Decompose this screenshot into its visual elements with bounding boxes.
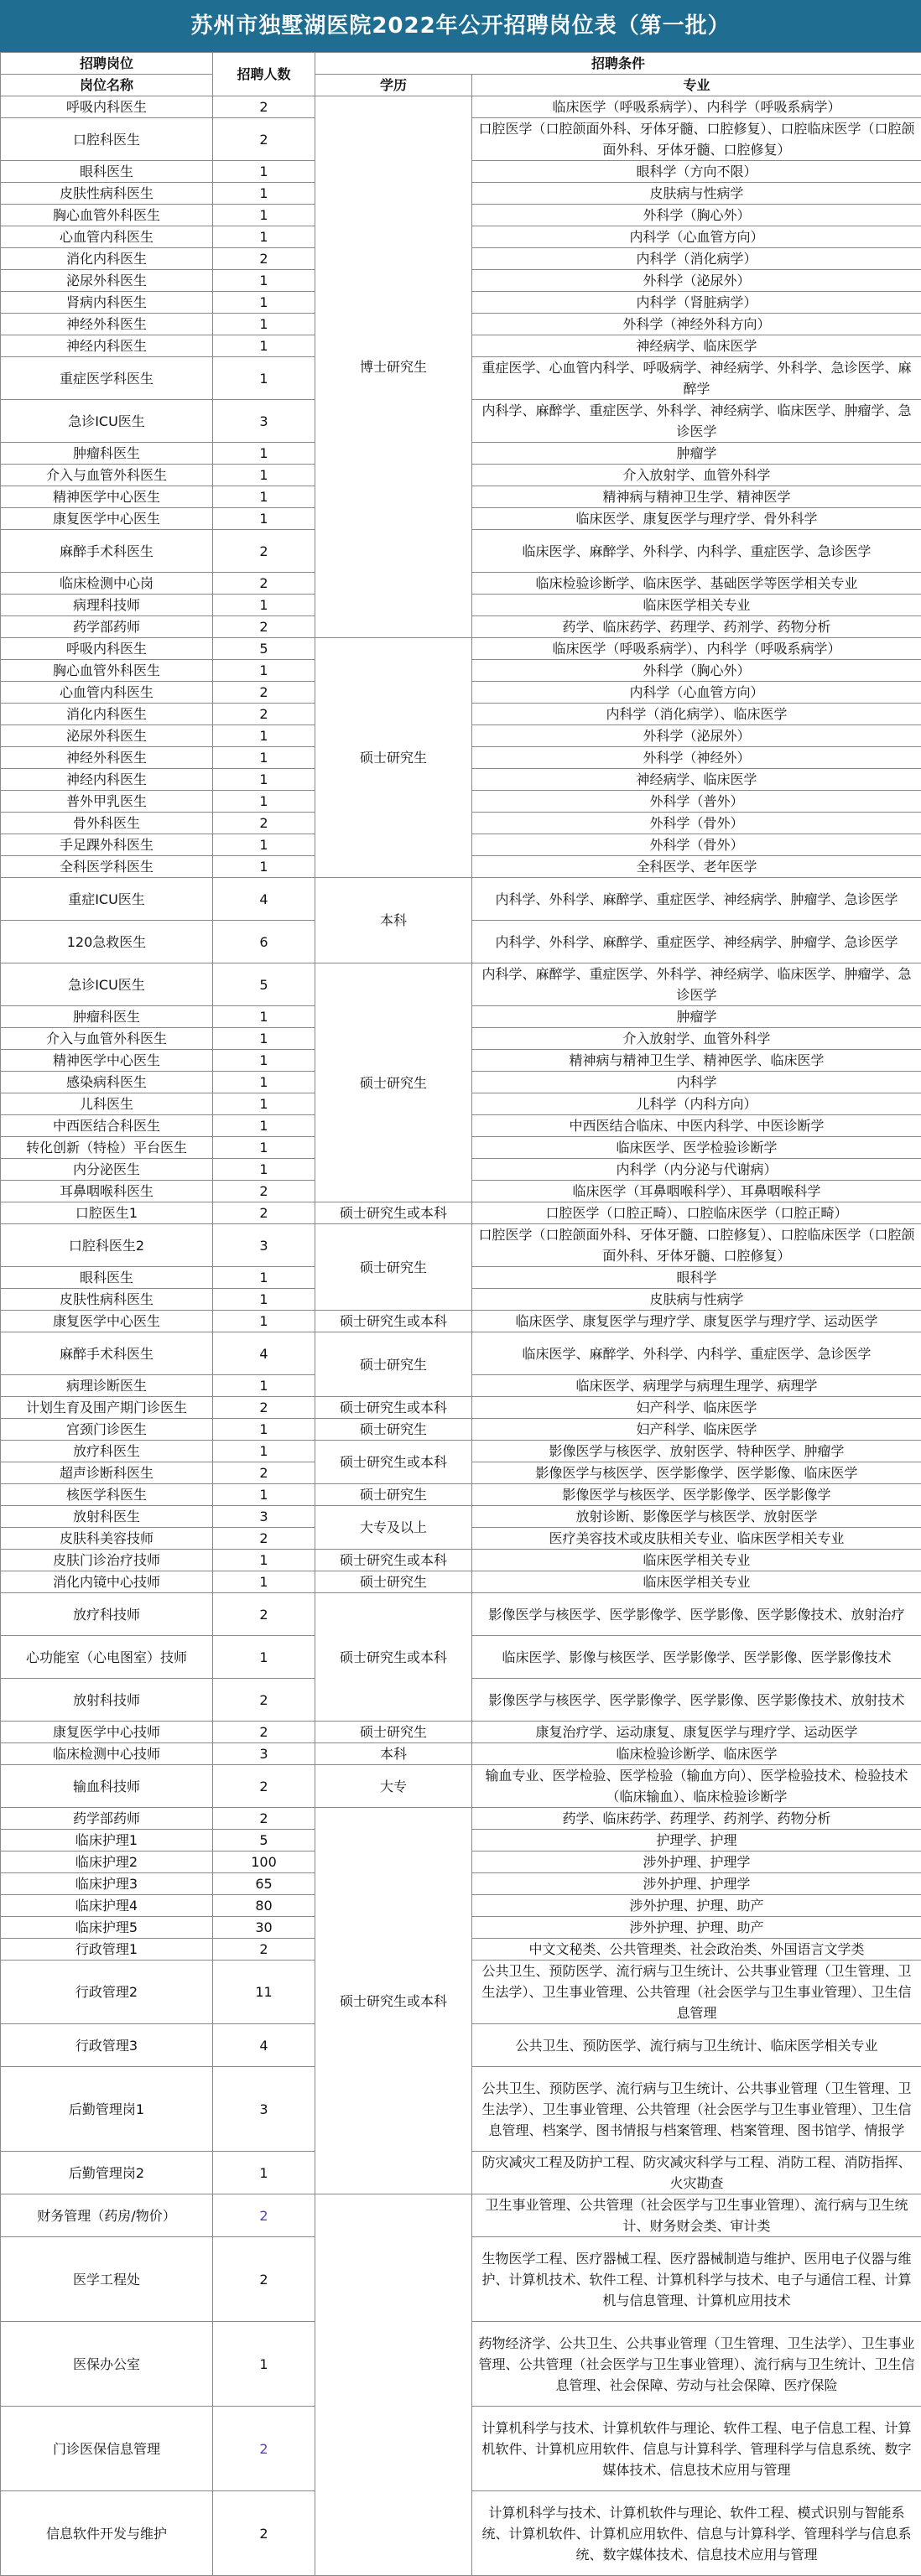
headcount-cell: 1 [213, 1636, 315, 1679]
major-cell: 介入放射学、血管外科学 [472, 465, 921, 486]
major-cell: 外科学（泌尿外） [472, 270, 921, 292]
major-cell: 内科学、外科学、麻醉学、重症医学、神经病学、肿瘤学、急诊医学 [472, 921, 921, 963]
headcount-cell: 1 [213, 226, 315, 248]
major-cell: 影像医学与核医学、医学影像学、医学影像、医学影像技术、放射技术 [472, 1679, 921, 1722]
major-cell: 临床医学（呼吸系病学）、内科学（呼吸系病学） [472, 96, 921, 118]
major-cell: 影像医学与核医学、医学影像学、医学影像、医学影像技术、放射治疗 [472, 1593, 921, 1636]
major-cell: 内科学、麻醉学、重症医学、外科学、神经病学、临床医学、肿瘤学、急诊医学 [472, 963, 921, 1006]
headcount-cell: 1 [213, 1571, 315, 1593]
headcount-cell: 1 [213, 1093, 315, 1115]
headcount-cell: 2 [213, 248, 315, 270]
post-name-cell: 皮肤门诊治疗技师 [1, 1550, 213, 1571]
major-cell: 临床医学（呼吸系病学）、内科学（呼吸系病学） [472, 638, 921, 660]
major-cell: 精神病与精神卫生学、精神医学 [472, 486, 921, 508]
major-cell: 口腔医学（口腔正畸）、口腔临床医学（口腔正畸） [472, 1202, 921, 1224]
post-name-cell: 肿瘤科医生 [1, 443, 213, 465]
post-name-cell: 肾病内科医生 [1, 292, 213, 314]
headcount-cell: 1 [213, 1484, 315, 1506]
headcount-cell: 1 [213, 357, 315, 400]
major-cell: 临床医学、麻醉学、外科学、内科学、重症医学、急诊医学 [472, 1332, 921, 1375]
headcount-cell: 2 [213, 1679, 315, 1722]
post-name-cell: 重症医学科医生 [1, 357, 213, 400]
post-name-cell: 放射科医生 [1, 1506, 213, 1528]
table-row [1, 1311, 921, 1332]
headcount-cell: 30 [213, 1917, 315, 1939]
headcount-cell: 5 [213, 638, 315, 660]
major-cell: 护理学、护理 [472, 1830, 921, 1852]
headcount-cell: 2 [213, 1593, 315, 1636]
headcount-cell: 2 [213, 2407, 315, 2491]
headcount-cell: 1 [213, 2152, 315, 2194]
major-cell: 康复治疗学、运动康复、康复医学与理疗学、运动医学 [472, 1722, 921, 1743]
major-cell: 外科学（骨外） [472, 813, 921, 834]
headcount-cell: 1 [213, 508, 315, 530]
headcount-cell: 2 [213, 1202, 315, 1224]
post-name-cell: 呼吸内科医生 [1, 638, 213, 660]
headcount-cell: 2 [213, 118, 315, 161]
headcount-cell: 2 [213, 2491, 315, 2576]
major-cell: 内科学、外科学、麻醉学、重症医学、神经病学、肿瘤学、急诊医学 [472, 878, 921, 921]
header-count: 招聘人数 [213, 53, 315, 96]
post-name-cell: 消化内科医生 [1, 248, 213, 270]
headcount-cell: 100 [213, 1852, 315, 1873]
post-name-cell: 神经内科医生 [1, 335, 213, 357]
headcount-cell: 2 [213, 1462, 315, 1484]
headcount-cell: 1 [213, 1419, 315, 1441]
headcount-cell: 1 [213, 1159, 315, 1181]
headcount-cell: 1 [213, 1006, 315, 1028]
post-name-cell: 120急救医生 [1, 921, 213, 963]
major-cell: 眼科学（方向不限） [472, 161, 921, 183]
education-cell: 本科 [315, 878, 472, 963]
post-name-cell: 行政管理2 [1, 1961, 213, 2024]
headcount-cell: 1 [213, 465, 315, 486]
positions-table [0, 52, 921, 2576]
major-cell: 临床医学（耳鼻咽喉科学）、耳鼻咽喉科学 [472, 1181, 921, 1202]
headcount-cell: 3 [213, 1743, 315, 1765]
headcount-cell: 5 [213, 1830, 315, 1852]
headcount-cell: 1 [213, 270, 315, 292]
major-cell: 皮肤病与性病学 [472, 183, 921, 205]
major-cell: 内科学（心血管方向） [472, 226, 921, 248]
major-cell: 临床医学相关专业 [472, 1571, 921, 1593]
post-name-cell: 泌尿外科医生 [1, 270, 213, 292]
headcount-cell: 1 [213, 1267, 315, 1289]
major-cell: 公共卫生、预防医学、流行病与卫生统计、临床医学相关专业 [472, 2024, 921, 2067]
education-cell: 博士研究生 [315, 96, 472, 638]
major-cell: 内科学（消化病学） [472, 248, 921, 270]
headcount-cell: 2 [213, 682, 315, 704]
major-cell: 内科学、麻醉学、重症医学、外科学、神经病学、临床医学、肿瘤学、急诊医学 [472, 400, 921, 443]
post-name-cell: 放疗科医生 [1, 1441, 213, 1462]
major-cell: 放射诊断、影像医学与核医学、放射医学 [472, 1506, 921, 1528]
post-name-cell: 普外甲乳医生 [1, 791, 213, 813]
major-cell: 公共卫生、预防医学、流行病与卫生统计、公共事业管理（卫生管理、卫生法学）、卫生事业管理、公共管理（社会医学与卫生事业管理）、卫生信息管理、档案学、图书情报与档案管理、档案管理、图书馆学、情报学 [472, 2067, 921, 2152]
headcount-cell: 1 [213, 769, 315, 791]
post-name-cell: 门诊医保信息管理 [1, 2407, 213, 2491]
headcount-cell: 1 [213, 1375, 315, 1397]
post-name-cell: 临床护理4 [1, 1895, 213, 1917]
major-cell: 外科学（胸心外） [472, 660, 921, 682]
education-cell: 硕士研究生 [315, 1332, 472, 1397]
headcount-cell: 2 [213, 1808, 315, 1830]
major-cell: 口腔医学（口腔颌面外科、牙体牙髓、口腔修复）、口腔临床医学（口腔颌面外科、牙体牙髓、口腔修复） [472, 118, 921, 161]
post-name-cell: 骨外科医生 [1, 813, 213, 834]
table-row [1, 96, 921, 118]
major-cell: 临床医学相关专业 [472, 1550, 921, 1571]
major-cell: 临床医学、影像与核医学、医学影像学、医学影像、医学影像技术 [472, 1636, 921, 1679]
post-name-cell: 行政管理3 [1, 2024, 213, 2067]
table-row [1, 1506, 921, 1528]
major-cell: 临床医学、康复医学与理疗学、康复医学与理疗学、运动医学 [472, 1311, 921, 1332]
headcount-cell: 1 [213, 1050, 315, 1072]
education-cell: 大专 [315, 1765, 472, 1808]
major-cell: 妇产科学、临床医学 [472, 1419, 921, 1441]
post-name-cell: 临床护理3 [1, 1873, 213, 1895]
post-name-cell: 中西医结合科医生 [1, 1115, 213, 1137]
education-cell: 硕士研究生 [315, 1571, 472, 1593]
header-major: 专业 [472, 75, 921, 96]
post-name-cell: 康复医学中心医生 [1, 508, 213, 530]
headcount-cell: 2 [213, 2237, 315, 2322]
table-row [1, 1765, 921, 1808]
headcount-cell: 1 [213, 1441, 315, 1462]
post-name-cell: 重症ICU医生 [1, 878, 213, 921]
post-name-cell: 病理科技师 [1, 595, 213, 616]
headcount-cell: 2 [213, 704, 315, 725]
headcount-cell: 1 [213, 660, 315, 682]
post-name-cell: 药学部药师 [1, 616, 213, 638]
header-education: 学历 [315, 75, 472, 96]
headcount-cell: 1 [213, 183, 315, 205]
education-cell: 硕士研究生或本科 [315, 1441, 472, 1484]
headcount-cell: 3 [213, 1506, 315, 1528]
education-cell: 硕士研究生 [315, 963, 472, 1202]
post-name-cell: 心血管内科医生 [1, 226, 213, 248]
post-name-cell: 临床检测中心技师 [1, 1743, 213, 1765]
post-name-cell: 儿科医生 [1, 1093, 213, 1115]
table-row [1, 1743, 921, 1765]
major-cell: 影像医学与核医学、医学影像学、医学影像、临床医学 [472, 1462, 921, 1484]
post-name-cell: 眼科医生 [1, 1267, 213, 1289]
education-cell: 硕士研究生或本科 [315, 1311, 472, 1332]
post-name-cell: 康复医学中心医生 [1, 1311, 213, 1332]
table-row [1, 638, 921, 660]
post-name-cell: 手足踝外科医生 [1, 834, 213, 856]
table-row [1, 1441, 921, 1462]
major-cell: 临床检验诊断学、临床医学、基础医学等医学相关专业 [472, 573, 921, 595]
headcount-cell: 2 [213, 1397, 315, 1419]
post-name-cell: 眼科医生 [1, 161, 213, 183]
major-cell: 卫生事业管理、公共管理（社会医学与卫生事业管理）、流行病与卫生统计、财务财会类、审计类 [472, 2194, 921, 2237]
headcount-cell: 1 [213, 1115, 315, 1137]
major-cell: 药学、临床药学、药理学、药剂学、药物分析 [472, 1808, 921, 1830]
education-cell: 本科 [315, 1743, 472, 1765]
headcount-cell: 1 [213, 747, 315, 769]
headcount-cell: 80 [213, 1895, 315, 1917]
headcount-cell: 5 [213, 963, 315, 1006]
post-name-cell: 急诊ICU医生 [1, 400, 213, 443]
major-cell: 临床医学、病理学与病理生理学、病理学 [472, 1375, 921, 1397]
table-row [1, 1550, 921, 1571]
education-cell: 硕士研究生 [315, 1419, 472, 1441]
post-name-cell: 呼吸内科医生 [1, 96, 213, 118]
post-name-cell: 心血管内科医生 [1, 682, 213, 704]
headcount-cell: 6 [213, 921, 315, 963]
education-cell: 硕士研究生 [315, 1722, 472, 1743]
major-cell: 计算机科学与技术、计算机软件与理论、软件工程、电子信息工程、计算机软件、计算机应用软件、信息与计算科学、管理科学与信息系统、数字媒体技术、信息技术应用与管理 [472, 2407, 921, 2491]
major-cell: 外科学（骨外） [472, 834, 921, 856]
education-cell: 大专及以上 [315, 1506, 472, 1550]
major-cell: 内科学（内分泌与代谢病） [472, 1159, 921, 1181]
post-name-cell: 超声诊断科医生 [1, 1462, 213, 1484]
headcount-cell: 2 [213, 1722, 315, 1743]
headcount-cell: 2 [213, 2194, 315, 2237]
table-row [1, 1224, 921, 1267]
post-name-cell: 麻醉手术科医生 [1, 1332, 213, 1375]
education-cell: 硕士研究生或本科 [315, 1593, 472, 1722]
headcount-cell: 3 [213, 2067, 315, 2152]
post-name-cell: 计划生育及围产期门诊医生 [1, 1397, 213, 1419]
post-name-cell: 财务管理（药房/物价） [1, 2194, 213, 2237]
major-cell: 临床医学相关专业 [472, 595, 921, 616]
headcount-cell: 3 [213, 1224, 315, 1267]
education-cell: 硕士研究生 [315, 638, 472, 878]
post-name-cell: 介入与血管外科医生 [1, 1028, 213, 1050]
headcount-cell: 1 [213, 1289, 315, 1311]
major-cell: 外科学（普外） [472, 791, 921, 813]
major-cell: 影像医学与核医学、放射医学、特种医学、肿瘤学 [472, 1441, 921, 1462]
post-name-cell: 感染病科医生 [1, 1072, 213, 1093]
post-name-cell: 耳鼻咽喉科医生 [1, 1181, 213, 1202]
headcount-cell: 2 [213, 1181, 315, 1202]
table-row [1, 2194, 921, 2237]
headcount-cell: 2 [213, 813, 315, 834]
major-cell: 肿瘤学 [472, 443, 921, 465]
table-body [1, 96, 921, 2576]
headcount-cell: 65 [213, 1873, 315, 1895]
post-name-cell: 行政管理1 [1, 1939, 213, 1961]
major-cell: 外科学（泌尿外） [472, 725, 921, 747]
major-cell: 外科学（神经外） [472, 747, 921, 769]
post-name-cell: 康复医学中心技师 [1, 1722, 213, 1743]
post-name-cell: 临床检测中心岗 [1, 573, 213, 595]
post-name-cell: 转化创新（特检）平台医生 [1, 1137, 213, 1159]
major-cell: 内科学（消化病学）、临床医学 [472, 704, 921, 725]
table-row [1, 1202, 921, 1224]
headcount-cell: 1 [213, 725, 315, 747]
post-name-cell: 口腔医生1 [1, 1202, 213, 1224]
major-cell: 涉外护理、护理、助产 [472, 1917, 921, 1939]
major-cell: 输血专业、医学检验、医学检验（输血方向）、医学检验技术、检验技术（临床输血）、临床检验诊断学 [472, 1765, 921, 1808]
header-conditions: 招聘条件 [315, 53, 921, 75]
post-name-cell: 信息软件开发与维护 [1, 2491, 213, 2576]
post-name-cell: 医保办公室 [1, 2322, 213, 2407]
headcount-cell: 2 [213, 616, 315, 638]
major-cell: 影像医学与核医学、医学影像学、医学影像学 [472, 1484, 921, 1506]
post-name-cell: 皮肤性病科医生 [1, 183, 213, 205]
table-row [1, 1332, 921, 1375]
major-cell: 涉外护理、护理学 [472, 1873, 921, 1895]
table-row [1, 1593, 921, 1636]
education-cell: 硕士研究生 [315, 1484, 472, 1506]
major-cell: 外科学（胸心外） [472, 205, 921, 226]
post-name-cell: 临床护理5 [1, 1917, 213, 1939]
headcount-cell: 4 [213, 2024, 315, 2067]
headcount-cell: 1 [213, 856, 315, 878]
headcount-cell: 1 [213, 834, 315, 856]
headcount-cell: 1 [213, 335, 315, 357]
major-cell: 眼科学 [472, 1267, 921, 1289]
major-cell: 药物经济学、公共卫生、公共事业管理（卫生管理、卫生法学）、卫生事业管理、公共管理（社会医学与卫生事业管理）、流行病与卫生统计、卫生信息管理、社会保障、劳动与社会保障、医疗保险 [472, 2322, 921, 2407]
post-name-cell: 皮肤性病科医生 [1, 1289, 213, 1311]
post-name-cell: 胸心血管外科医生 [1, 660, 213, 682]
table-row [1, 878, 921, 921]
header-post: 招聘岗位 [1, 53, 213, 75]
header-post-name: 岗位名称 [1, 75, 213, 96]
major-cell: 计算机科学与技术、计算机软件与理论、软件工程、模式识别与智能系统、计算机软件、计算机应用软件、信息与计算科学、管理科学与信息系统、数字媒体技术、信息技术应用与管理 [472, 2491, 921, 2576]
headcount-cell: 2 [213, 1765, 315, 1808]
post-name-cell: 急诊ICU医生 [1, 963, 213, 1006]
major-cell: 精神病与精神卫生学、精神医学、临床医学 [472, 1050, 921, 1072]
major-cell: 临床检验诊断学、临床医学 [472, 1743, 921, 1765]
post-name-cell: 放射科技师 [1, 1679, 213, 1722]
table-row [1, 1571, 921, 1593]
post-name-cell: 临床护理1 [1, 1830, 213, 1852]
post-name-cell: 药学部药师 [1, 1808, 213, 1830]
headcount-cell: 1 [213, 314, 315, 335]
post-name-cell: 医学工程处 [1, 2237, 213, 2322]
major-cell: 皮肤病与性病学 [472, 1289, 921, 1311]
major-cell: 内科学 [472, 1072, 921, 1093]
major-cell: 神经病学、临床医学 [472, 769, 921, 791]
major-cell: 内科学（肾脏病学） [472, 292, 921, 314]
major-cell: 全科医学、老年医学 [472, 856, 921, 878]
major-cell: 防灾减灾工程及防护工程、防灾减灾科学与工程、消防工程、消防指挥、火灾勘查 [472, 2152, 921, 2194]
post-name-cell: 临床护理2 [1, 1852, 213, 1873]
post-name-cell: 后勤管理岗1 [1, 2067, 213, 2152]
table-row [1, 963, 921, 1006]
post-name-cell: 肿瘤科医生 [1, 1006, 213, 1028]
post-name-cell: 输血科技师 [1, 1765, 213, 1808]
major-cell: 药学、临床药学、药理学、药剂学、药物分析 [472, 616, 921, 638]
post-name-cell: 神经外科医生 [1, 314, 213, 335]
headcount-cell: 1 [213, 1028, 315, 1050]
headcount-cell: 2 [213, 1939, 315, 1961]
headcount-cell: 2 [213, 1528, 315, 1550]
major-cell: 外科学（神经外科方向） [472, 314, 921, 335]
post-name-cell: 精神医学中心医生 [1, 486, 213, 508]
headcount-cell: 1 [213, 205, 315, 226]
headcount-cell: 1 [213, 1137, 315, 1159]
major-cell: 妇产科学、临床医学 [472, 1397, 921, 1419]
post-name-cell: 胸心血管外科医生 [1, 205, 213, 226]
major-cell: 生物医学工程、医疗器械工程、医疗器械制造与维护、医用电子仪器与维护、计算机技术、软件工程、计算机科学与技术、电子与通信工程、计算机与信息管理、计算机应用技术 [472, 2237, 921, 2322]
post-name-cell: 介入与血管外科医生 [1, 465, 213, 486]
headcount-cell: 1 [213, 292, 315, 314]
major-cell: 涉外护理、护理学 [472, 1852, 921, 1873]
education-cell: 硕士研究生或本科 [315, 1550, 472, 1571]
headcount-cell: 1 [213, 2322, 315, 2407]
headcount-cell: 1 [213, 791, 315, 813]
table-row [1, 1722, 921, 1743]
post-name-cell: 后勤管理岗2 [1, 2152, 213, 2194]
headcount-cell: 2 [213, 530, 315, 573]
headcount-cell: 1 [213, 1311, 315, 1332]
headcount-cell: 1 [213, 161, 315, 183]
post-name-cell: 神经外科医生 [1, 747, 213, 769]
major-cell: 涉外护理、护理、助产 [472, 1895, 921, 1917]
post-name-cell: 精神医学中心医生 [1, 1050, 213, 1072]
table-row [1, 1484, 921, 1506]
major-cell: 儿科学（内科方向） [472, 1093, 921, 1115]
education-cell: 硕士研究生 [315, 1224, 472, 1311]
major-cell: 医疗美容技术或皮肤相关专业、临床医学相关专业 [472, 1528, 921, 1550]
headcount-cell: 1 [213, 443, 315, 465]
page-title: 苏州市独墅湖医院2022年公开招聘岗位表（第一批） [0, 0, 921, 52]
table-row [1, 1808, 921, 1830]
headcount-cell: 11 [213, 1961, 315, 2024]
post-name-cell: 口腔科医生 [1, 118, 213, 161]
major-cell: 临床医学、麻醉学、外科学、内科学、重症医学、急诊医学 [472, 530, 921, 573]
table-row [1, 1419, 921, 1441]
major-cell: 公共卫生、预防医学、流行病与卫生统计、公共事业管理（卫生管理、卫生法学）、卫生事业管理、公共管理（社会医学与卫生事业管理）、卫生信息管理 [472, 1961, 921, 2024]
headcount-cell: 4 [213, 878, 315, 921]
post-name-cell: 口腔科医生2 [1, 1224, 213, 1267]
major-cell: 神经病学、临床医学 [472, 335, 921, 357]
post-name-cell: 内分泌医生 [1, 1159, 213, 1181]
major-cell: 重症医学、心血管内科学、呼吸病学、神经病学、外科学、急诊医学、麻醉学 [472, 357, 921, 400]
education-cell: 硕士研究生或本科 [315, 1808, 472, 2194]
headcount-cell: 3 [213, 400, 315, 443]
post-name-cell: 核医学科医生 [1, 1484, 213, 1506]
headcount-cell: 1 [213, 1072, 315, 1093]
major-cell: 临床医学、康复医学与理疗学、骨外科学 [472, 508, 921, 530]
post-name-cell: 全科医学科医生 [1, 856, 213, 878]
headcount-cell: 2 [213, 96, 315, 118]
post-name-cell: 麻醉手术科医生 [1, 530, 213, 573]
post-name-cell: 宫颈门诊医生 [1, 1419, 213, 1441]
major-cell: 中西医结合临床、中医内科学、中医诊断学 [472, 1115, 921, 1137]
major-cell: 内科学（心血管方向） [472, 682, 921, 704]
major-cell: 中文文秘类、公共管理类、社会政治类、外国语言文学类 [472, 1939, 921, 1961]
post-name-cell: 皮肤科美容技师 [1, 1528, 213, 1550]
headcount-cell: 1 [213, 486, 315, 508]
table-row [1, 1397, 921, 1419]
headcount-cell: 2 [213, 573, 315, 595]
post-name-cell: 心功能室（心电图室）技师 [1, 1636, 213, 1679]
headcount-cell: 1 [213, 1550, 315, 1571]
post-name-cell: 病理诊断医生 [1, 1375, 213, 1397]
major-cell: 介入放射学、血管外科学 [472, 1028, 921, 1050]
education-cell [315, 2194, 472, 2576]
major-cell: 临床医学、医学检验诊断学 [472, 1137, 921, 1159]
major-cell: 口腔医学（口腔颌面外科、牙体牙髓、口腔修复）、口腔临床医学（口腔颌面外科、牙体牙髓、口腔修复） [472, 1224, 921, 1267]
post-name-cell: 消化内镜中心技师 [1, 1571, 213, 1593]
education-cell: 硕士研究生或本科 [315, 1397, 472, 1419]
post-name-cell: 消化内科医生 [1, 704, 213, 725]
education-cell: 硕士研究生或本科 [315, 1202, 472, 1224]
major-cell: 肿瘤学 [472, 1006, 921, 1028]
headcount-cell: 1 [213, 595, 315, 616]
post-name-cell: 神经内科医生 [1, 769, 213, 791]
post-name-cell: 泌尿外科医生 [1, 725, 213, 747]
headcount-cell: 4 [213, 1332, 315, 1375]
post-name-cell: 放疗科技师 [1, 1593, 213, 1636]
